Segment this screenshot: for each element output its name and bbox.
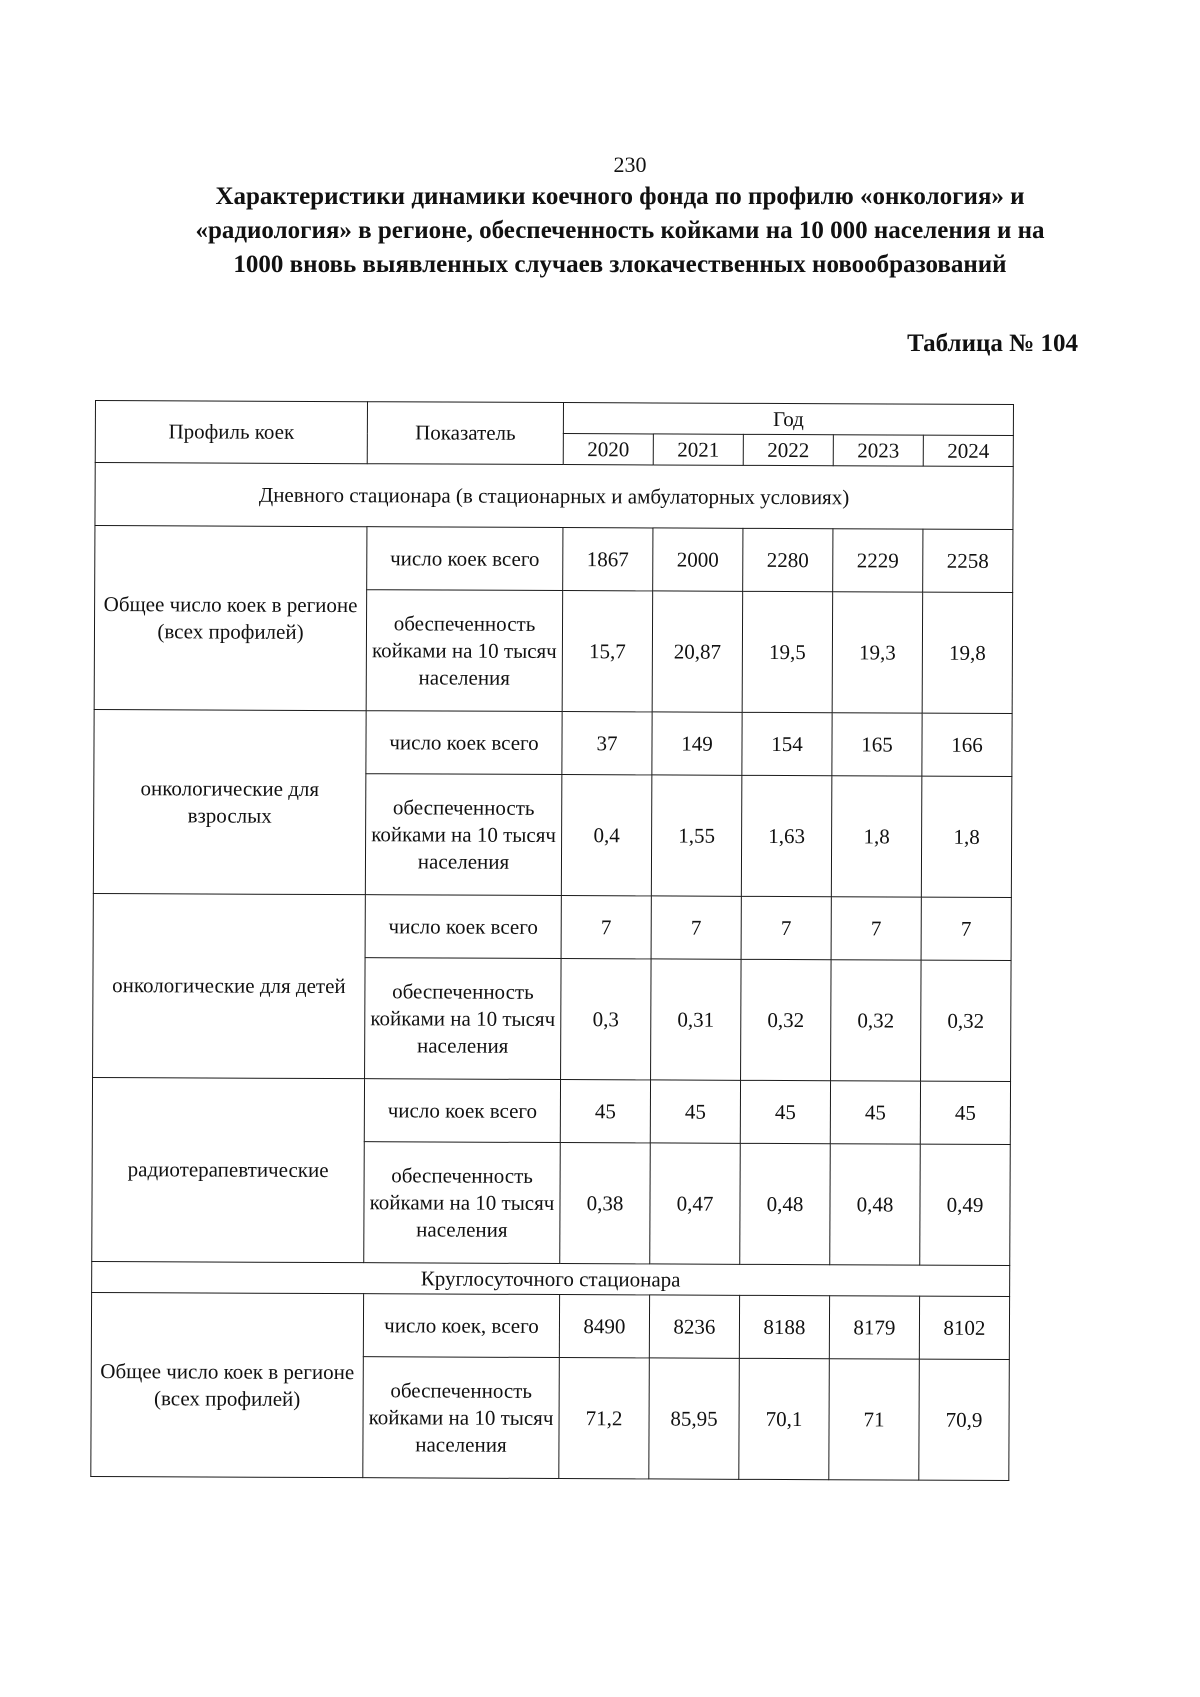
value-cell: 165	[832, 713, 922, 776]
indicator-cell: обеспеченность койками на 10 тысяч населения	[365, 774, 562, 896]
profile-cell: онкологические для детей	[93, 893, 366, 1078]
value-cell: 0,32	[831, 960, 922, 1081]
value-cell: 0,32	[741, 959, 832, 1080]
header-indicator: Показатель	[367, 402, 563, 465]
value-cell: 7	[651, 896, 741, 959]
value-cell: 2229	[833, 529, 923, 592]
value-cell: 1867	[563, 528, 653, 591]
value-cell: 0,32	[921, 960, 1012, 1081]
header-year: 2021	[653, 434, 743, 465]
header-year: 2022	[743, 434, 833, 465]
table-row	[91, 1292, 1009, 1359]
page-number: 230	[613, 152, 647, 177]
value-cell: 71,2	[559, 1358, 650, 1479]
profile-cell: онкологические для взрослых	[93, 709, 366, 894]
value-cell: 70,9	[919, 1359, 1010, 1480]
header-year: 2023	[833, 435, 923, 466]
value-cell: 0,3	[561, 959, 652, 1080]
value-cell: 70,1	[739, 1358, 830, 1479]
header-year-group: Год	[563, 403, 1013, 436]
profile-cell: Общее число коек в регионе (всех профилей)	[91, 1292, 364, 1477]
value-cell: 1,8	[831, 776, 922, 897]
value-cell: 2280	[743, 528, 833, 591]
value-cell: 1,63	[741, 775, 832, 896]
indicator-cell: обеспеченность койками на 10 тысяч населения	[365, 958, 562, 1080]
section-title: Круглосуточного стационара	[92, 1261, 1010, 1296]
value-cell: 0,38	[560, 1143, 651, 1264]
beds-table	[90, 400, 1014, 1481]
value-cell: 149	[652, 712, 742, 775]
value-cell: 45	[740, 1080, 830, 1143]
value-cell: 7	[741, 896, 831, 959]
value-cell: 0,47	[650, 1143, 741, 1264]
indicator-cell: число коек всего	[365, 895, 561, 959]
header-year: 2020	[563, 434, 653, 465]
value-cell: 85,95	[649, 1358, 740, 1479]
header-year: 2024	[923, 435, 1013, 466]
value-cell: 7	[831, 897, 921, 960]
value-cell: 8188	[739, 1295, 829, 1358]
value-cell: 19,3	[832, 592, 923, 713]
indicator-cell: число коек всего	[367, 527, 563, 591]
value-cell: 8490	[559, 1295, 649, 1358]
indicator-cell: число коек всего	[364, 1079, 560, 1143]
title-line: «радиология» в регионе, обеспеченность койками на 10 000 населения и на	[195, 217, 1045, 244]
value-cell: 7	[561, 896, 651, 959]
value-cell: 1,8	[921, 776, 1012, 897]
value-cell: 45	[650, 1080, 740, 1143]
indicator-cell: число коек, всего	[363, 1294, 559, 1358]
section-row	[95, 463, 1013, 530]
header-profile: Профиль коек	[95, 401, 367, 464]
value-cell: 19,5	[742, 591, 833, 712]
table-row	[93, 893, 1011, 960]
table-row	[95, 526, 1013, 593]
profile-cell: Общее число коек в регионе (всех профилей)	[94, 526, 367, 711]
document-title	[150, 180, 1090, 282]
section-row	[92, 1261, 1010, 1296]
value-cell: 45	[830, 1081, 920, 1144]
value-cell: 45	[920, 1081, 1010, 1144]
value-cell: 8102	[919, 1296, 1009, 1359]
value-cell: 37	[562, 712, 652, 775]
value-cell: 2000	[653, 528, 743, 591]
header-row	[95, 401, 1013, 436]
title-line: 1000 вновь выявленных случаев злокачественных новообразований	[233, 251, 1007, 278]
indicator-cell: число коек всего	[366, 711, 562, 775]
indicator-cell: обеспеченность койками на 10 тысяч населения	[363, 1357, 560, 1479]
value-cell: 19,8	[922, 592, 1013, 713]
value-cell: 1,55	[651, 775, 742, 896]
section-title: Дневного стационара (в стационарных и амбулаторных условиях)	[95, 463, 1013, 530]
indicator-cell: обеспеченность койками на 10 тысяч населения	[364, 1142, 561, 1264]
value-cell: 15,7	[562, 591, 653, 712]
profile-cell: радиотерапевтические	[92, 1077, 365, 1262]
value-cell: 45	[560, 1080, 650, 1143]
value-cell: 0,48	[830, 1144, 921, 1265]
value-cell: 2258	[923, 529, 1013, 592]
value-cell: 0,48	[740, 1143, 831, 1264]
value-cell: 166	[922, 713, 1012, 776]
value-cell: 8179	[829, 1296, 919, 1359]
value-cell: 7	[921, 897, 1011, 960]
value-cell: 0,4	[561, 775, 652, 896]
table-label: Таблица № 104	[907, 330, 1078, 357]
value-cell: 154	[742, 712, 832, 775]
indicator-cell: обеспеченность койками на 10 тысяч населения	[366, 590, 563, 712]
table-row	[92, 1077, 1010, 1144]
value-cell: 0,31	[651, 959, 742, 1080]
value-cell: 71	[829, 1359, 920, 1480]
value-cell: 8236	[649, 1295, 739, 1358]
title-line: Характеристики динамики коечного фонда по профилю «онкология» и	[215, 183, 1025, 210]
value-cell: 0,49	[920, 1144, 1011, 1265]
table-row	[94, 709, 1012, 776]
value-cell: 20,87	[652, 591, 743, 712]
